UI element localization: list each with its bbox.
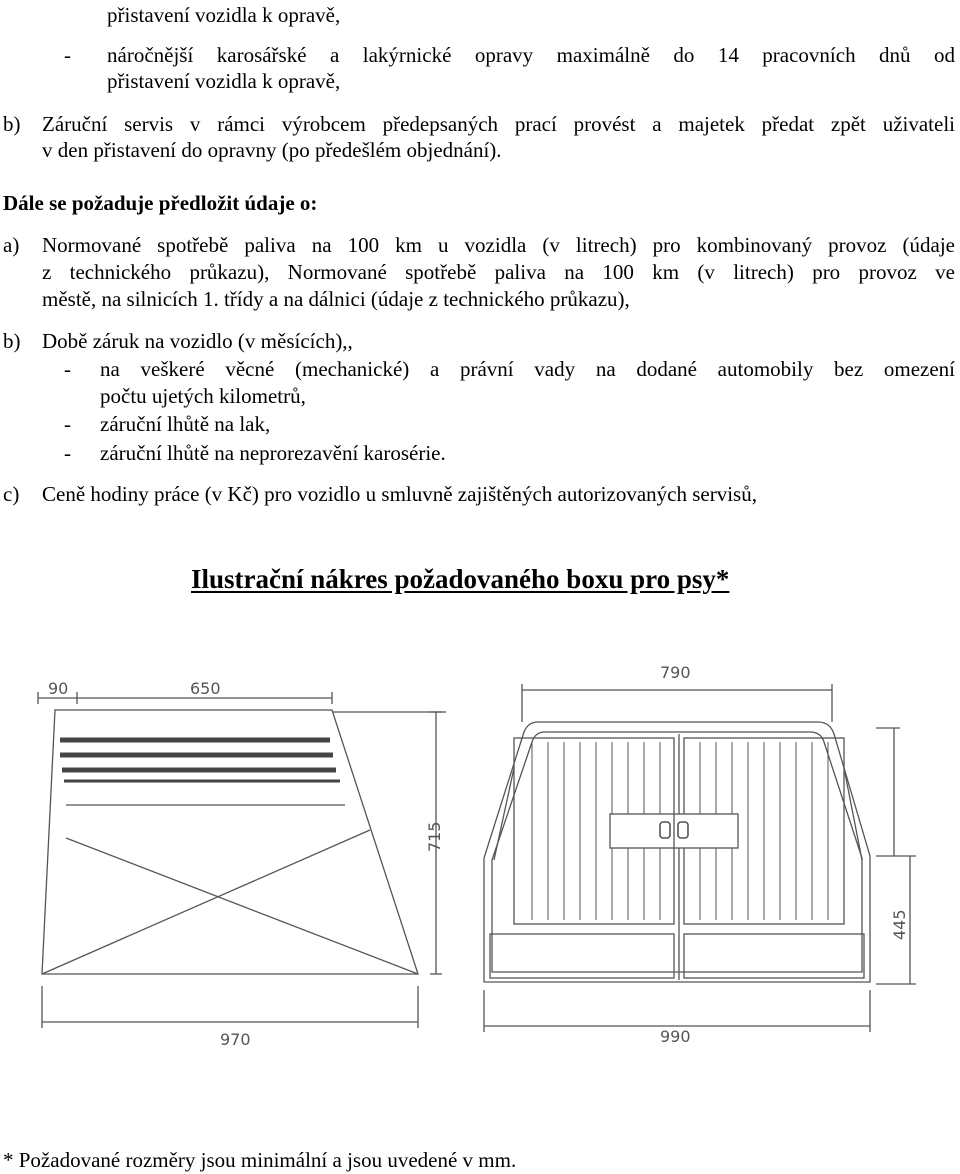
list-label: c) — [3, 482, 20, 506]
text-line: záruční lhůtě na lak, — [100, 412, 271, 436]
drawing-title: Ilustrační nákres požadovaného boxu pro psy* — [191, 564, 730, 594]
dash: - — [64, 412, 71, 436]
front-view — [484, 684, 916, 1032]
text-line: Záruční servis v rámci výrobcem předepsaných prací provést a majetek předat zpět uživateli — [42, 112, 955, 136]
dim-label: 90 — [48, 679, 69, 698]
dash: - — [64, 43, 71, 67]
dim-label: 445 — [890, 909, 909, 940]
list-label: b) — [3, 329, 21, 353]
section-heading: Dále se požaduje předložit údaje o: — [3, 191, 318, 215]
dim-label: 715 — [425, 821, 444, 852]
text-line: Normované spotřebě paliva na 100 km u vozidla (v litrech) pro kombinovaný provoz (údaje — [42, 233, 955, 257]
text-line: Době záruk na vozidlo (v měsících),, — [42, 329, 353, 353]
text-line: přistavení vozidla k opravě, — [107, 3, 341, 27]
text-line: městě, na silnicích 1. třídy a na dálnici (údaje z technického průkazu), — [42, 287, 630, 311]
text-line: přistavení vozidla k opravě, — [107, 69, 341, 93]
text-line: v den přistavení do opravny (po předešlém objednání). — [42, 138, 502, 162]
dash: - — [64, 357, 71, 381]
footnote: * Požadované rozměry jsou minimální a jsou uvedené v mm. — [3, 1148, 517, 1172]
list-label: a) — [3, 233, 20, 257]
text-line: záruční lhůtě na neprorezavění karosérie. — [100, 441, 446, 465]
dim-label: 970 — [220, 1030, 251, 1049]
dim-label: 990 — [660, 1027, 691, 1046]
dash: - — [64, 441, 71, 465]
text-line: Ceně hodiny práce (v Kč) pro vozidlo u smluvně zajištěných autorizovaných servisů, — [42, 482, 757, 506]
text-line: počtu ujetých kilometrů, — [100, 384, 306, 408]
dog-box-drawing — [0, 650, 960, 1070]
text-line: na veškeré věcné (mechanické) a právní vady na dodané automobily bez omezení — [100, 357, 955, 381]
dim-label: 790 — [660, 663, 691, 682]
dim-label: 650 — [190, 679, 221, 698]
text-line: z technického průkazu), Normované spotřebě paliva na 100 km (v litrech) pro provoz ve — [42, 260, 955, 284]
side-view — [38, 692, 446, 1028]
list-label: b) — [3, 112, 21, 136]
text-line: náročnější karosářské a lakýrnické opravy maximálně do 14 pracovních dnů od — [107, 43, 955, 67]
